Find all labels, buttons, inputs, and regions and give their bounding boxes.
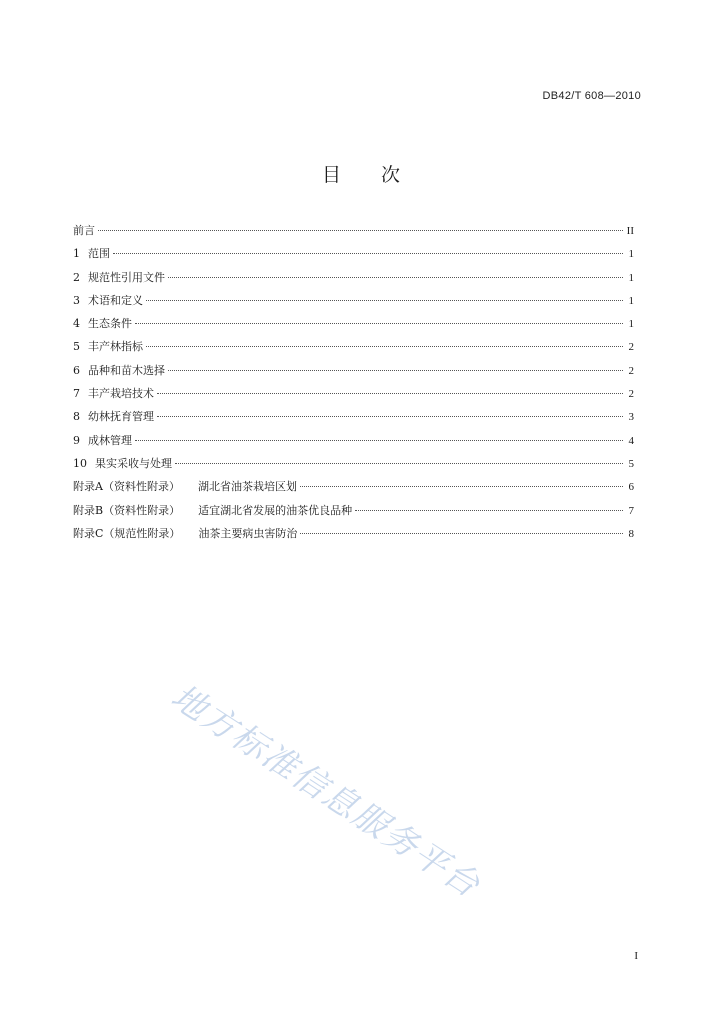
toc-entry-page: 5 — [628, 457, 634, 470]
toc-dot-leader — [113, 253, 623, 254]
toc-entry[interactable] — [73, 245, 634, 268]
toc-entry-number: 6 — [73, 363, 80, 377]
toc-entry[interactable] — [73, 385, 634, 408]
toc-dot-leader — [168, 277, 623, 278]
page-number: I — [634, 950, 638, 962]
toc-entry-number: 1 — [73, 247, 80, 261]
toc-entry[interactable] — [73, 338, 634, 361]
toc-entry-number: 10 — [73, 456, 87, 470]
toc-entry-label: 成林管理 — [88, 433, 132, 447]
toc-dot-leader — [168, 370, 623, 371]
toc-entry-page: 1 — [628, 318, 634, 331]
toc-entry-number: 5 — [73, 340, 80, 354]
toc-dot-leader — [157, 416, 623, 417]
toc-entry-label: 品种和苗木选择 — [88, 363, 165, 377]
toc-dot-leader — [135, 323, 623, 324]
toc-entry-annex-title: 适宜湖北省发展的油茶优良品种 — [198, 503, 353, 517]
toc-dot-leader — [135, 440, 623, 441]
title-part-2: 次 — [381, 164, 403, 186]
toc-entry-page: 8 — [628, 527, 634, 540]
toc-entry-page: 1 — [628, 294, 634, 307]
toc-entry-label: 附录C（规范性附录） — [73, 526, 181, 540]
toc-entry-label: 术语和定义 — [88, 293, 143, 307]
toc-entry-label: 生态条件 — [88, 317, 132, 331]
title-part-1: 目 — [321, 164, 343, 186]
toc-entry-page: 2 — [628, 364, 634, 377]
toc-entry-page: II — [626, 225, 634, 237]
toc-dot-leader — [146, 346, 623, 347]
toc-entry-label: 附录A（资料性附录） — [73, 480, 180, 494]
toc-dot-leader — [146, 300, 623, 301]
table-of-contents — [73, 222, 634, 548]
toc-entry-page: 1 — [628, 271, 634, 284]
toc-entry-number: 8 — [73, 410, 80, 424]
toc-dot-leader — [157, 393, 623, 394]
toc-dot-leader — [300, 533, 623, 534]
toc-dot-leader — [355, 510, 623, 511]
toc-entry[interactable] — [73, 362, 634, 385]
toc-entry[interactable] — [73, 455, 634, 478]
toc-entry-label: 附录B（资料性附录） — [73, 503, 181, 517]
toc-entry-page: 2 — [628, 388, 634, 401]
toc-entry[interactable] — [73, 408, 634, 431]
toc-entry[interactable] — [73, 432, 634, 455]
toc-entry-page: 1 — [628, 248, 634, 261]
toc-entry-number: 3 — [73, 293, 80, 307]
toc-entry-page: 7 — [628, 504, 634, 517]
toc-entry[interactable] — [73, 502, 634, 525]
toc-entry-label: 幼林抚育管理 — [88, 410, 154, 424]
toc-entry[interactable] — [73, 315, 634, 338]
toc-entry-number: 4 — [73, 317, 80, 331]
toc-entry-number: 2 — [73, 270, 80, 284]
toc-entry-label: 果实采收与处理 — [95, 456, 172, 470]
toc-entry[interactable] — [73, 525, 634, 548]
toc-entry-label: 规范性引用文件 — [88, 270, 165, 284]
toc-dot-leader — [300, 486, 623, 487]
toc-entry[interactable] — [73, 269, 634, 292]
toc-entry-label: 丰产林指标 — [88, 340, 143, 354]
toc-entry[interactable] — [73, 292, 634, 315]
toc-entry-page: 4 — [628, 434, 634, 447]
toc-entry[interactable] — [73, 222, 634, 245]
toc-dot-leader — [175, 463, 623, 464]
standard-code: DB42/T 608—2010 — [542, 90, 641, 102]
toc-entry-number: 7 — [73, 387, 80, 401]
toc-entry-page: 2 — [628, 341, 634, 354]
page-title — [0, 160, 724, 187]
toc-entry[interactable] — [73, 478, 634, 501]
toc-dot-leader — [98, 230, 623, 231]
toc-entry-annex-title: 湖北省油茶栽培区划 — [197, 480, 297, 494]
toc-entry-annex-title: 油茶主要病虫害防治 — [198, 526, 298, 540]
watermark-text: 地方标准信息服务平台 — [163, 676, 488, 907]
toc-entry-label: 前言 — [73, 224, 95, 237]
toc-entry-page: 6 — [628, 481, 634, 494]
toc-entry-number: 9 — [73, 433, 80, 447]
toc-entry-label: 丰产栽培技术 — [88, 387, 154, 401]
toc-entry-page: 3 — [628, 411, 634, 424]
toc-entry-label: 范围 — [88, 247, 110, 261]
